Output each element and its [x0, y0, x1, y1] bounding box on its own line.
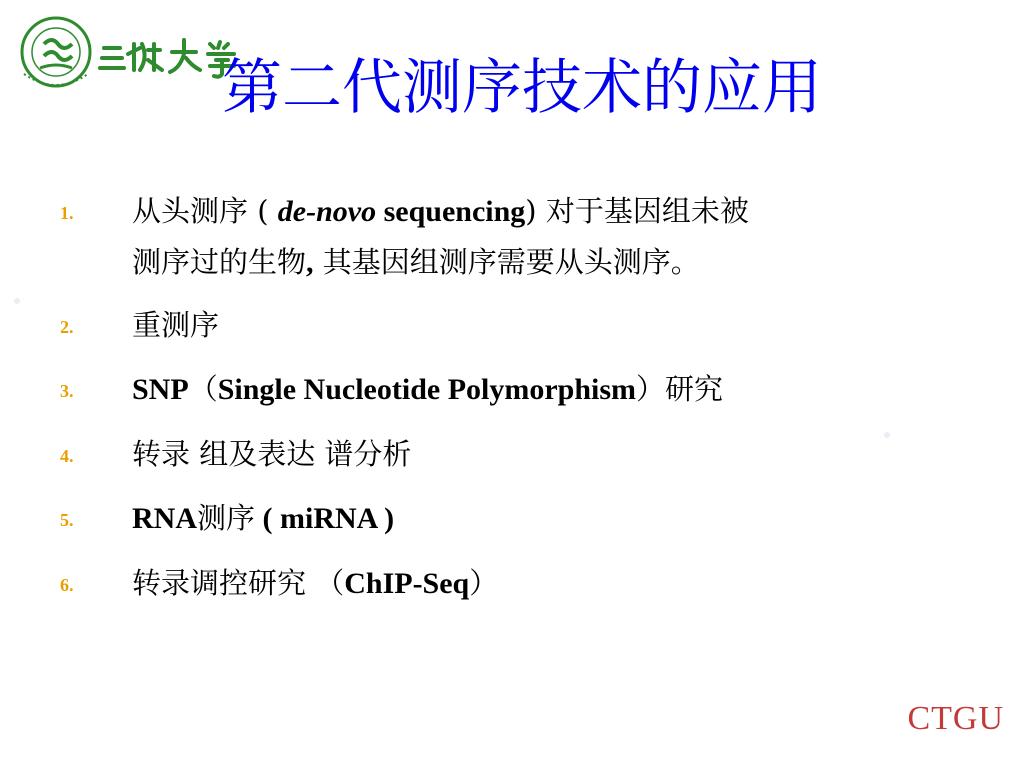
item-text: ) 对于基因组未被: [525, 194, 749, 228]
item-text: 重测序: [132, 308, 220, 342]
item-text: 测序: [197, 501, 256, 535]
item-text-latin: RNA: [132, 502, 197, 535]
background-speck: [884, 432, 890, 438]
footer-brand: CTGU: [907, 700, 1004, 737]
item-text: ）: [469, 566, 499, 600]
item-text: 其基因组测序需要从头测序。: [313, 245, 700, 279]
item-text: （: [188, 372, 218, 406]
list-number: 6.: [60, 575, 74, 595]
item-text: ）研究: [636, 372, 724, 406]
item-text: 转录 组及表达 谱分析: [132, 437, 412, 471]
list-item: [60, 429, 980, 479]
slide-title: 第二代测序技术的应用: [222, 53, 822, 123]
list-item: [60, 493, 980, 544]
list-number: 4.: [60, 446, 74, 466]
item-text-italic: de-novo: [277, 195, 377, 228]
list-item: [60, 364, 980, 415]
item-text: 转录调控研究 （: [132, 566, 345, 600]
list-number: 1.: [60, 203, 74, 223]
item-text-latin: ,: [306, 246, 314, 279]
item-text-latin: Single Nucleotide Polymorphism: [217, 373, 637, 406]
background-speck: [14, 298, 20, 304]
university-seal-icon: [16, 14, 246, 104]
item-text-latin: sequencing: [376, 195, 526, 228]
list-item: [60, 300, 980, 350]
application-list: [60, 186, 980, 609]
list-item: [60, 558, 980, 609]
item-text-latin: SNP: [132, 373, 189, 406]
item-text: 测序过的生物: [132, 245, 307, 279]
list-item: [60, 186, 980, 288]
list-number: 2.: [60, 317, 74, 337]
list-number: 3.: [60, 381, 74, 401]
item-text-latin: ( miRNA ): [255, 502, 395, 535]
list-number: 5.: [60, 510, 74, 530]
item-text: 从头测序 (: [132, 194, 278, 228]
university-logo: [16, 14, 246, 104]
item-text-latin: ChIP-Seq: [344, 567, 470, 600]
